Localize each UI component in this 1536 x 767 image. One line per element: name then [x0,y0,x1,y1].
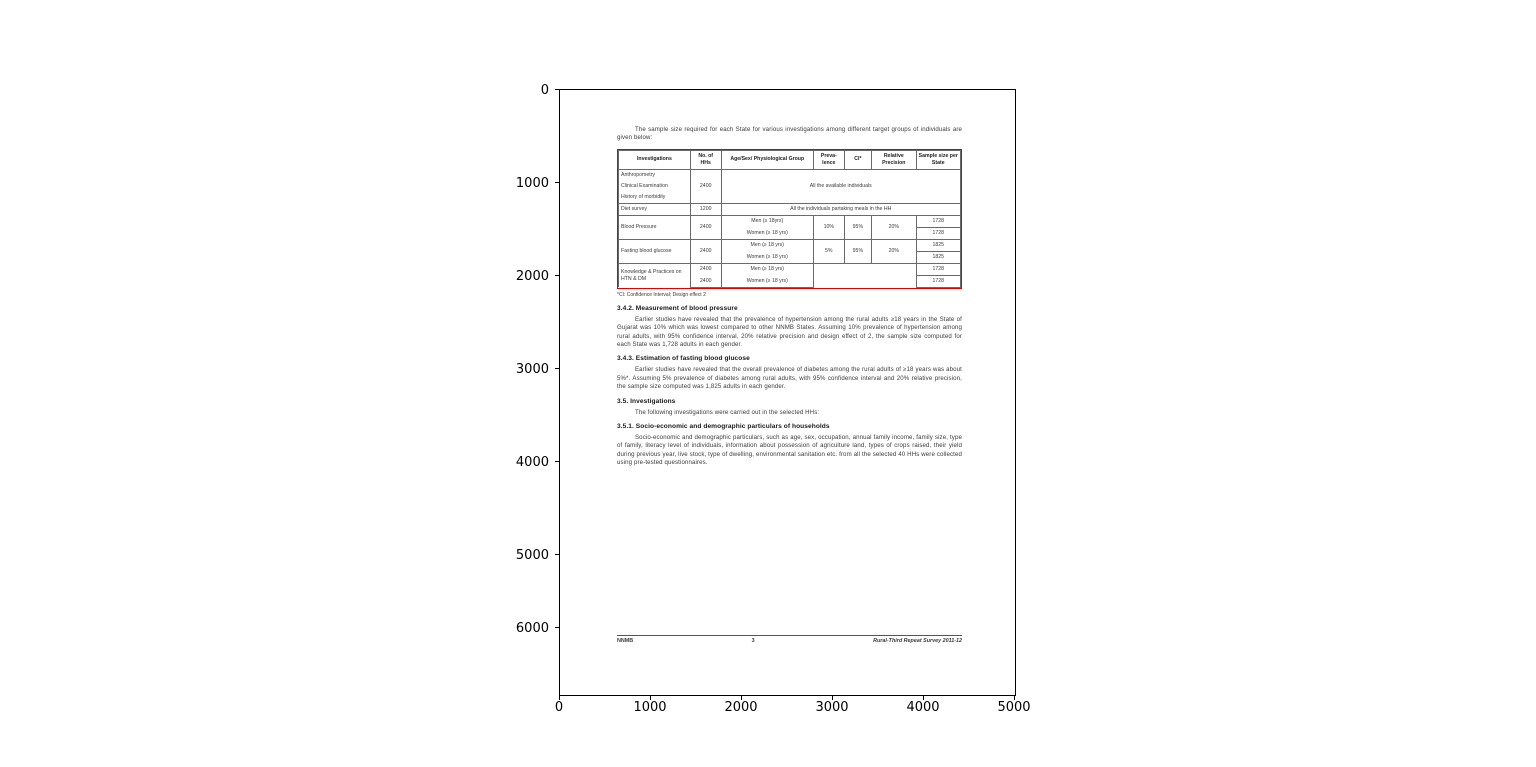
footer-page-number: 3 [751,638,755,644]
th-group: Age/Sex/ Physiological Group [721,150,813,169]
table-header-row [619,150,961,169]
cell-group-all-available: All the available individuals [721,169,960,203]
cell-hhs-2400: 2400 [690,169,721,203]
heading-fasting-blood-glucose: 3.4.3. Estimation of fasting blood glucose [617,355,750,363]
cell-investigation-fbg: Fasting blood glucose [619,239,691,263]
table-footnote: *CI: Confidence Interval; Design effect 2 [617,291,706,298]
cell-group-bp-women: Women (≥ 18 yrs) [721,227,813,239]
cell-sample-fbg-men: 1825 [916,239,961,251]
cell-investigation-diet-survey: Diet survey [619,203,691,215]
x-tickmark-3000 [832,696,833,700]
table-row [619,203,961,215]
cell-hhs-bp: 2400 [690,215,721,239]
table-row [619,169,961,181]
footer-left: NNMB [617,638,634,644]
x-tick-0: 0 [554,700,564,715]
cell-sample-fbg-women: 1825 [916,251,961,263]
cell-prev-fbg: 5% [813,239,844,263]
cell-prec-fbg: 20% [872,239,916,263]
y-tick-5000: 5000 [515,548,549,563]
cell-group-fbg-women: Women (≥ 18 yrs) [721,251,813,263]
table-row [619,239,961,251]
y-tick-4000: 4000 [515,455,549,470]
y-tick-0: 0 [540,83,549,98]
sample-size-table [618,150,961,288]
cell-hhs-fbg: 2400 [690,239,721,263]
x-tickmark-1000 [650,696,651,700]
y-tick-1000: 1000 [515,176,549,191]
th-sample-size: Sample size per State [916,150,961,169]
document-page [560,90,1015,695]
table-row [619,263,961,275]
cell-group-kap-men: Men (≥ 18 yrs) [721,263,813,275]
y-tick-3000: 3000 [515,362,549,377]
plot-axes [559,89,1016,696]
footer-right: Rural-Third Repeat Survey 2011-12 [873,638,962,644]
paragraph-investigations: The following investigations were carried out in the selected HHs: [635,408,820,416]
cell-investigation-morbidity: History of morbidity [619,192,691,204]
cell-prec-bp: 20% [872,215,916,239]
y-tick-6000: 6000 [515,621,549,636]
page-footer [617,635,962,644]
x-tick-2000: 2000 [724,700,758,715]
cell-sample-bp-women: 1728 [916,227,961,239]
cell-group-kap-women: Women (≥ 18 yrs) [721,275,813,287]
x-tick-1000: 1000 [633,700,667,715]
paragraph-fasting-blood-glucose: Earlier studies have revealed that the overall prevalence of diabetes among the rural adults of ≥18 years was about 5%*. Assuming 5% prevalence of diabetes among rural adults, with 95% confidence interval and 20% relative precision, the sample size computed was 1,825 adults in each gender. [617,366,962,391]
table-row [619,215,961,227]
cell-hhs-kap-men: 2400 [690,263,721,275]
y-tick-2000: 2000 [515,269,549,284]
x-tickmark-0 [559,696,560,700]
x-tick-5000: 5000 [997,700,1031,715]
cell-investigation-anthropometry: Anthropometry [619,169,691,181]
cell-hhs-kap-women: 2400 [690,275,721,287]
x-tick-3000: 3000 [815,700,849,715]
cell-group-diet: All the individuals partaking meals in the HH [721,203,960,215]
x-tickmark-2000 [741,696,742,700]
th-investigations: Investigations [619,150,691,169]
heading-socio-economic: 3.5.1. Socio-economic and demographic particulars of households [617,423,830,431]
heading-blood-pressure: 3.4.2. Measurement of blood pressure [617,304,738,312]
cell-group-bp-men: Men (≥ 18yrs) [721,215,813,227]
sample-size-table-highlight [617,149,962,289]
th-ci: CI* [844,150,871,169]
x-tickmark-5000 [1014,696,1015,700]
cell-investigation-blood-pressure: Blood Pressure [619,215,691,239]
cell-sample-kap-women: 1728 [916,275,961,287]
document-body [617,126,962,474]
x-tickmark-4000 [923,696,924,700]
cell-investigation-kap: Knowledge & Practices on HTN & DM [619,263,691,287]
cell-sample-kap-men: 1728 [916,263,961,275]
intro-paragraph: The sample size required for each State for various investigations among different target groups of individuals are given below: [617,126,962,142]
cell-group-fbg-men: Men (≥ 18 yrs) [721,239,813,251]
cell-ci-fbg: 95% [844,239,871,263]
x-tick-4000: 4000 [906,700,940,715]
th-prevalence: Preva- lence [813,150,844,169]
heading-investigations: 3.5. Investigations [617,397,676,405]
cell-kap-blank [813,263,916,287]
cell-ci-bp: 95% [844,215,871,239]
paragraph-blood-pressure: Earlier studies have revealed that the prevalence of hypertension among the rural adults ≥18 years in the State of Gujarat was 10% which was lowest compared to other NNMB States. Assuming 10% prevalence of hypertension among rural adults, with 95% confidence interval, 20% relative precision and design effect of 2, the sample size computed for each State was 1,728 adults in each gender. [617,315,962,349]
paragraph-socio-economic: Socio-economic and demographic particulars, such as age, sex, occupation, annual family income, family size, type of family, literacy level of individuals, information about possession of agriculture land, types of crops raised, their yield during previous year, live stock, type of dwelling, environmental sanitation etc. from all the selected 40 HHs were collected using pre-tested questionnaires. [617,434,962,467]
cell-sample-bp-men: 1728 [916,215,961,227]
th-precision: Relative Precision [872,150,916,169]
cell-hhs-1200: 1200 [690,203,721,215]
th-no-of-hhs: No. of HHs [690,150,721,169]
cell-investigation-clinical-exam: Clinical Examination [619,181,691,192]
cell-prev-bp: 10% [813,215,844,239]
